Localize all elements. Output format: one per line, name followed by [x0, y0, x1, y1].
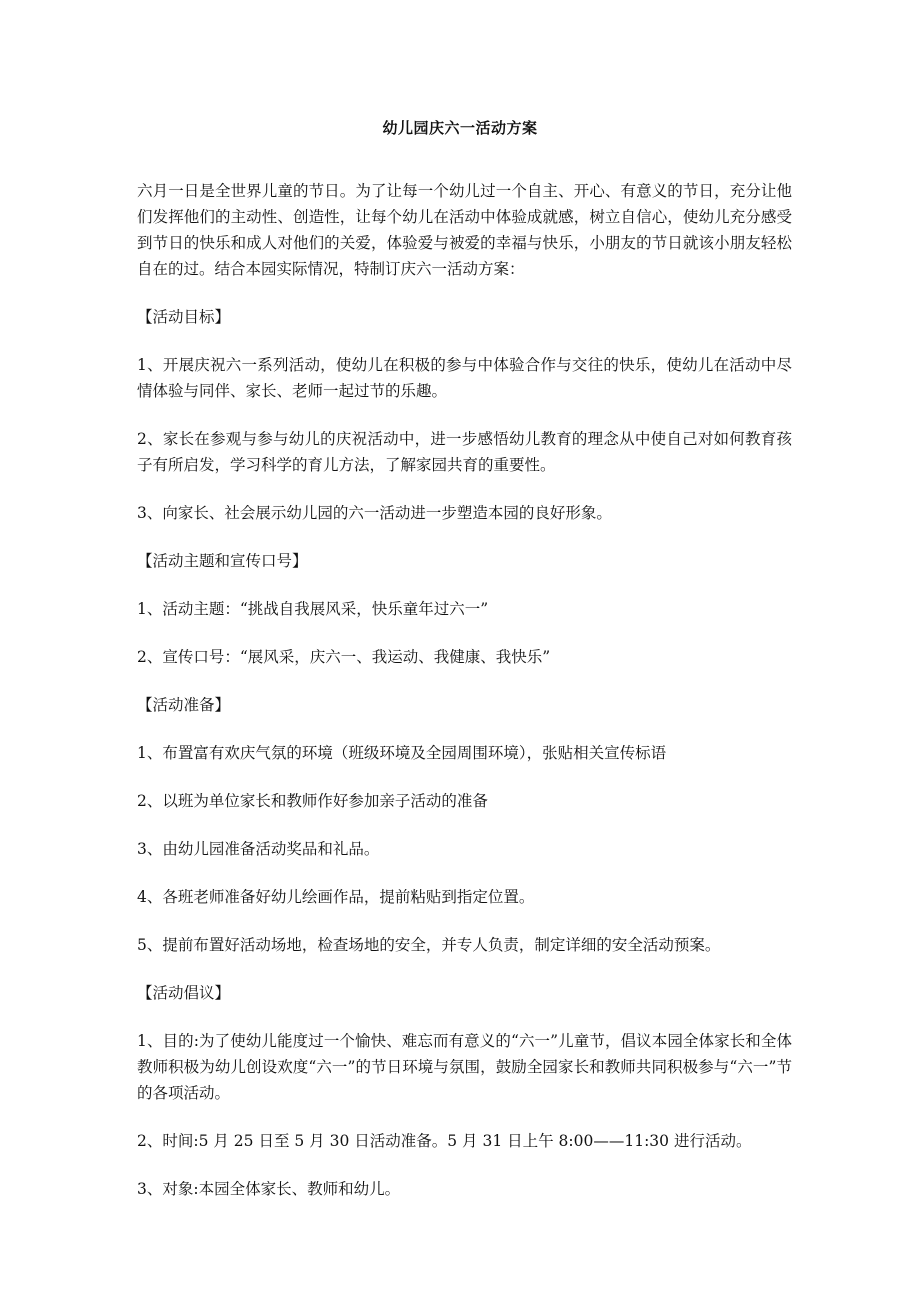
document-title: 幼儿园庆六一活动方案 — [382, 119, 538, 137]
proposal-item: 1、目的:为了使幼儿能度过一个愉快、难忘而有意义的“六一”儿童节，倡议本园全体家长和全体教师积极为幼儿创设欢度“六一”的节日环境与氛围，鼓励全园家长和教师共同积极参与“六一”节的各项活动。 — [137, 1032, 792, 1102]
theme-item: 2、宣传口号：“展风采，庆六一、我运动、我健康、我快乐” — [137, 648, 551, 666]
preparation-item: 2、以班为单位家长和教师作好参加亲子活动的准备 — [137, 792, 488, 810]
preparation-item: 5、提前布置好活动场地，检查场地的安全，并专人负责，制定详细的安全活动预案。 — [137, 936, 721, 954]
preparation-item: 3、由幼儿园准备活动奖品和礼品。 — [137, 840, 380, 858]
section-heading-proposal: 【活动倡议】 — [137, 984, 231, 1002]
proposal-item: 2、时间:5 月 25 日至 5 月 30 日活动准备。5 月 31 日上午 8:00——11:30 进行活动。 — [137, 1132, 752, 1150]
goal-item: 1、开展庆祝六一系列活动，使幼儿在积极的参与中体验合作与交往的快乐，使幼儿在活动中尽情体验与同伴、家长、老师一起过节的乐趣。 — [137, 356, 792, 400]
theme-item: 1、活动主题：“挑战自我展风采，快乐童年过六一” — [137, 600, 489, 618]
proposal-item: 3、对象:本园全体家长、教师和幼儿。 — [137, 1180, 401, 1198]
section-heading-theme: 【活动主题和宣传口号】 — [137, 552, 308, 570]
section-heading-preparation: 【活动准备】 — [137, 696, 231, 714]
document-body — [137, 178, 792, 1224]
section-heading-goals: 【活动目标】 — [137, 308, 231, 326]
preparation-item: 1、布置富有欢庆气氛的环境（班级环境及全园周围环境），张贴相关宣传标语 — [137, 744, 667, 762]
intro-paragraph: 六月一日是全世界儿童的节日。为了让每一个幼儿过一个自主、开心、有意义的节日，充分让他们发挥他们的主动性、创造性，让每个幼儿在活动中体验成就感，树立自信心，使幼儿充分感受到节日的快乐和成人对他们的关爱，体验爱与被爱的幸福与快乐，小朋友的节日就该小朋友轻松自在的过。结合本园实际情况，特制订庆六一活动方案： — [137, 182, 792, 278]
goal-item: 3、向家长、社会展示幼儿园的六一活动进一步塑造本园的良好形象。 — [137, 504, 612, 522]
goal-item: 2、家长在参观与参与幼儿的庆祝活动中，进一步感悟幼儿教育的理念从中使自己对如何教育孩子有所启发，学习科学的育儿方法，了解家园共育的重要性。 — [137, 430, 792, 474]
preparation-item: 4、各班老师准备好幼儿绘画作品，提前粘贴到指定位置。 — [137, 888, 535, 906]
